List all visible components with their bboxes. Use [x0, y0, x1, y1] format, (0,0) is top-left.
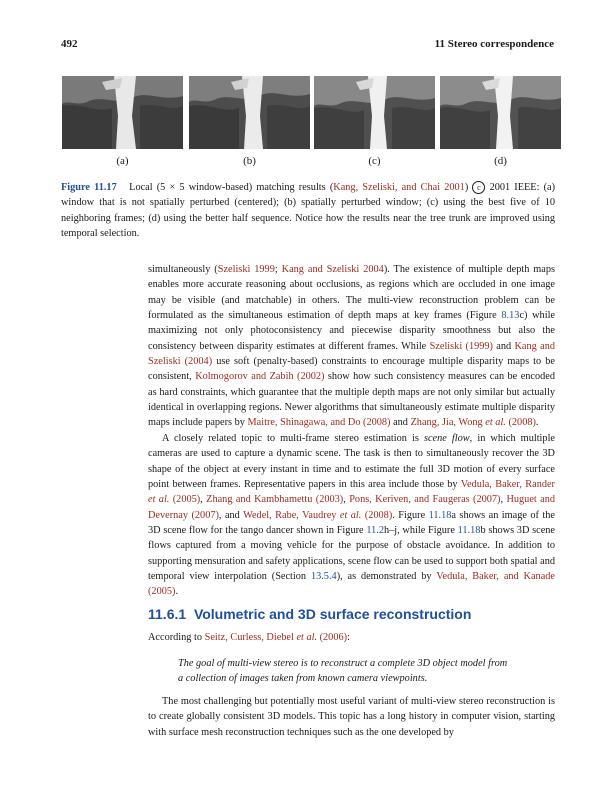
- citation-link[interactable]: Kang and Szeliski (2004): [148, 340, 555, 368]
- citation-link[interactable]: Kang, Szeliski, and Chai 2001: [333, 182, 465, 193]
- section-number: 11.6.1: [148, 606, 187, 622]
- figure-panel-d: [440, 76, 561, 149]
- panel-label-c: (c): [368, 155, 381, 167]
- citation-link[interactable]: Wedel, Rabe, Vaudrey et al. (2008): [243, 509, 393, 521]
- citation-link[interactable]: Zhang, Jia, Wong et al. (2008): [410, 417, 536, 429]
- panel-label-a: (a): [116, 155, 129, 167]
- quote-line: a collection of images taken from known camera viewpoints.: [178, 673, 428, 685]
- section-ref-link[interactable]: 13.5.4: [310, 571, 337, 583]
- citation-link[interactable]: Vedula, Baker, and Kanade (2005): [148, 571, 555, 598]
- caption-text: Local (5 × 5 window-based) matching results (: [129, 182, 334, 193]
- citation-link[interactable]: Szeliski (1999): [429, 340, 493, 352]
- paragraph-2: A closely related topic to multi-frame stereo estimation is scene flow, in which multiple cameras are used to capture a dynamic scene. The task is then to simultaneously recover the 3D shape of the object at every instant in time and to estimate the full 3D motion of every surface point between frames. Representative papers in this area include those by Vedula, Baker, Rander et al. (2005), Zhang and Kambhamettu (2003), Pons, Keriven, and Faugeras (2007), Huguet and Devernay (2007), and Wedel, Rabe, Vaudrey et al. (2008). Figure 11.18a shows an image of the 3D scene flow for the tango dancer shown in Figure 11.2h–j, while Figure 11.18b shows 3D scene flows captured from a moving vehicle for the purpose of obstacle avoidance. In addition to supporting mensuration and safety applications, scene flow can be used to support both spatial and temporal view interpolation (Section 13.5.4), as demonstrated by Vedula, Baker, and Kanade (2005).: [148, 433, 556, 598]
- citation-link[interactable]: Zhang and Kambhamettu (2003): [206, 494, 344, 506]
- citation-link[interactable]: Pons, Keriven, and Faugeras (2007): [349, 494, 501, 506]
- caption-text: ): [464, 182, 469, 193]
- citation-link[interactable]: Vedula, Baker, Rander et al. (2005): [148, 479, 555, 506]
- citation-link[interactable]: Maitre, Shinagawa, and Do (2008): [247, 417, 391, 429]
- panel-label-b: (b): [243, 155, 256, 167]
- page-number: 492: [61, 38, 78, 50]
- figure-panel-c: [314, 76, 435, 149]
- figure-ref-link[interactable]: 11.18: [457, 525, 481, 537]
- figure-label: Figure 11.17: [61, 182, 117, 193]
- paragraph-3: According to Seitz, Curless, Diebel et al. (2006):: [148, 632, 350, 643]
- citation-link[interactable]: Seitz, Curless, Diebel et al. (2006): [204, 632, 348, 643]
- running-header: 11 Stereo correspondence: [434, 38, 554, 50]
- paragraph-4: The most challenging but potentially most useful variant of multi-view stereo reconstruction is to create globally consistent 3D models. This topic has a long history in computer vision, starting with surface mesh reconstruction techniques such as the one developed by: [148, 696, 555, 738]
- figure-ref-link[interactable]: 8.13: [501, 310, 520, 322]
- figure-caption: [61, 180, 555, 242]
- section-title: Volumetric and 3D surface reconstruction: [193, 606, 472, 622]
- figure-panel-a: [62, 76, 183, 149]
- citation-link[interactable]: Kang and Szeliski 2004: [281, 264, 384, 275]
- figure-panel-b: [189, 76, 310, 149]
- emphasis: scene flow: [423, 433, 470, 444]
- citation-link[interactable]: Szeliski 1999: [217, 264, 275, 275]
- paragraph-1: simultaneously (Szeliski 1999; Kang and Szeliski 2004). The existence of multiple depth maps enables more accurate reasoning about occlusions, as regions which are occluded in one image may be visible (and matchable) in others. The multi-view reconstruction problem can be formulated as the simultaneous estimation of depth maps at key frames (Figure 8.13c) while maximizing not only photoconsistency and piecewise disparity smoothness but also the consistency between disparity estimates at different frames. While Szeliski (1999) and Kang and Szeliski (2004) use soft (penalty-based) constraints to encourage multiple disparity maps to be consistent, Kolmogorov and Zabih (2002) show how such consistency measures can be encoded as hard constraints, which guarantee that the multiple depth maps are not only similar but actually identical in overlapping regions. Newer algorithms that simultaneously estimate multiple disparity maps include papers by Maitre, Shinagawa, and Do (2008) and Zhang, Jia, Wong et al. (2008).: [148, 264, 556, 429]
- panel-label-d: (d): [494, 155, 507, 167]
- copyright-icon: c: [472, 181, 485, 194]
- figure-ref-link[interactable]: 11.18: [428, 509, 452, 521]
- citation-link[interactable]: Kolmogorov and Zabih (2002): [195, 371, 325, 383]
- block-quote: [178, 656, 528, 687]
- section-heading: [148, 606, 471, 622]
- citation-link[interactable]: Huguet and Devernay (2007): [148, 494, 556, 521]
- caption-text: 2001 IEEE: (a) window that is not spatially perturbed (centered); (b) spatially perturbed window; (c) using the best five of 10 neighboring frames; (d) using the better half sequence. Notice how the results near the tree trunk are improved using temporal selection.: [61, 182, 556, 240]
- quote-line: The goal of multi-view stereo is to reconstruct a complete 3D object model from: [178, 658, 508, 669]
- figure-ref-link[interactable]: 11.2: [366, 525, 384, 537]
